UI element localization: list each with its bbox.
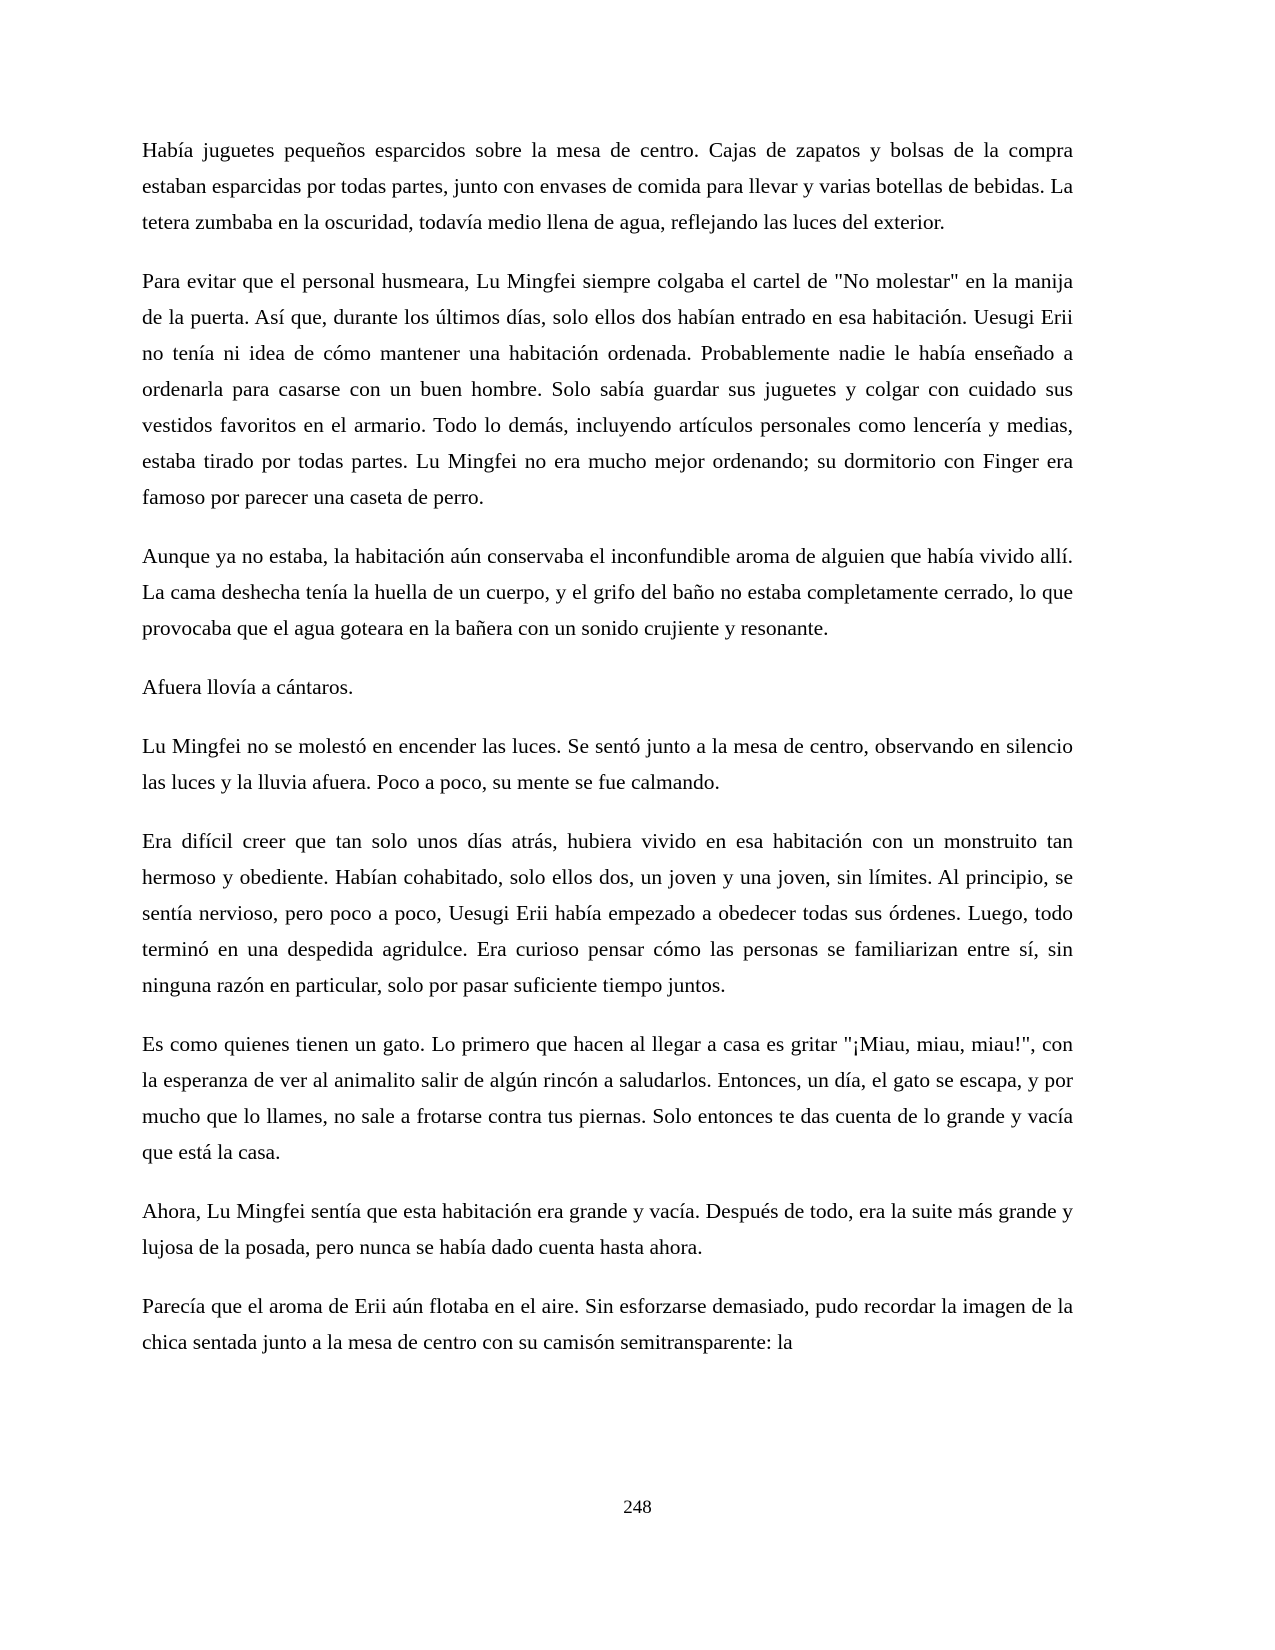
paragraph: Había juguetes pequeños esparcidos sobre la mesa de centro. Cajas de zapatos y bolsas de la compra estaban esparcidas por todas partes, junto con envases de comida para llevar y varias botellas de bebidas. La tetera zumbaba en la oscuridad, todavía medio llena de agua, reflejando las luces del exterior. bbox=[142, 138, 1073, 234]
page-body-text bbox=[142, 132, 1073, 1360]
paragraph: Aunque ya no estaba, la habitación aún conservaba el inconfundible aroma de alguien que había vivido allí. La cama deshecha tenía la huella de un cuerpo, y el grifo del baño no estaba completamente cerrado, lo que provocaba que el agua goteara en la bañera con un sonido crujiente y resonante. bbox=[142, 544, 1073, 640]
paragraph: Lu Mingfei no se molestó en encender las luces. Se sentó junto a la mesa de centro, observando en silencio las luces y la lluvia afuera. Poco a poco, su mente se fue calmando. bbox=[142, 734, 1073, 794]
paragraph: Era difícil creer que tan solo unos días atrás, hubiera vivido en esa habitación con un monstruito tan hermoso y obediente. Habían cohabitado, solo ellos dos, un joven y una joven, sin límites. Al principio, se sentía nervioso, pero poco a poco, Uesugi Erii había empezado a obedecer todas sus órdenes. Luego, todo terminó en una despedida agridulce. Era curioso pensar cómo las personas se familiarizan entre sí, sin ninguna razón en particular, solo por pasar suficiente tiempo juntos. bbox=[142, 829, 1073, 997]
paragraph: Parecía que el aroma de Erii aún flotaba en el aire. Sin esforzarse demasiado, pudo recordar la imagen de la chica sentada junto a la mesa de centro con su camisón semitransparente: la bbox=[142, 1294, 1073, 1354]
paragraph: Afuera llovía a cántaros. bbox=[142, 675, 354, 699]
paragraph: Para evitar que el personal husmeara, Lu Mingfei siempre colgaba el cartel de "No molestar" en la manija de la puerta. Así que, durante los últimos días, solo ellos dos habían entrado en esa habitación. Uesugi Erii no tenía ni idea de cómo mantener una habitación ordenada. Probablemente nadie le había enseñado a ordenarla para casarse con un buen hombre. Solo sabía guardar sus juguetes y colgar con cuidado sus vestidos favoritos en el armario. Todo lo demás, incluyendo artículos personales como lencería y medias, estaba tirado por todas partes. Lu Mingfei no era mucho mejor ordenando; su dormitorio con Finger era famoso por parecer una caseta de perro. bbox=[142, 269, 1073, 509]
page-number: 248 bbox=[623, 1497, 652, 1518]
paragraph: Ahora, Lu Mingfei sentía que esta habitación era grande y vacía. Después de todo, era la suite más grande y lujosa de la posada, pero nunca se había dado cuenta hasta ahora. bbox=[142, 1199, 1073, 1259]
paragraph: Es como quienes tienen un gato. Lo primero que hacen al llegar a casa es gritar "¡Miau, miau, miau!", con la esperanza de ver al animalito salir de algún rincón a saludarlos. Entonces, un día, el gato se escapa, y por mucho que lo llames, no sale a frotarse contra tus piernas. Solo entonces te das cuenta de lo grande y vacía que está la casa. bbox=[142, 1032, 1073, 1164]
